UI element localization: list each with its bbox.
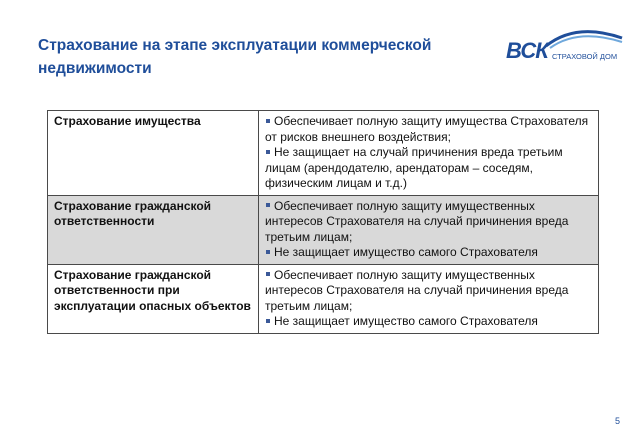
bullet-text: Не защищает на случай причинения вреда третьим лицам (арендодателю, арендаторам – соседям, физическим лицам и т.д.) — [265, 145, 563, 190]
bullet-item — [265, 314, 592, 330]
bullet-text: Не защищает имущество самого Страхователя — [274, 245, 538, 259]
insurance-type-label: Страхование гражданской ответственности при эксплуатации опасных объектов — [48, 264, 259, 333]
square-bullet-icon — [266, 150, 270, 154]
insurance-description — [259, 195, 599, 264]
insurance-description — [259, 111, 599, 196]
bullet-text: Обеспечивает полную защиту имущественных интересов Страхователя на случай причинения вреда третьим лицам; — [265, 198, 569, 244]
bullet-item — [265, 245, 592, 261]
page-number: 5 — [615, 416, 621, 426]
logo-text: ВСК — [506, 38, 548, 63]
square-bullet-icon — [266, 272, 270, 276]
vsk-logo — [506, 24, 624, 72]
bullet-text: Не защищает имущество самого Страхователя — [274, 314, 538, 328]
comparison-table — [47, 110, 599, 334]
square-bullet-icon — [266, 119, 270, 123]
bullet-item — [265, 145, 592, 192]
insurance-type-label: Страхование гражданской ответственности — [48, 195, 259, 264]
insurance-description — [259, 264, 599, 333]
bullet-text: Обеспечивает полную защиту имущественных интересов Страхователя на случай причинения вреда третьим лицам; — [265, 267, 569, 313]
bullet-text: Обеспечивает полную защиту имущества Страхователя от рисков внешнего воздействия; — [265, 114, 589, 144]
square-bullet-icon — [266, 203, 270, 207]
table-row — [48, 195, 599, 264]
table-row — [48, 264, 599, 333]
table-row — [48, 111, 599, 196]
bullet-item — [265, 268, 592, 315]
slide-title: Страхование на этапе эксплуатации коммерческой недвижимости — [38, 37, 432, 77]
bullet-item — [265, 114, 592, 145]
logo-subtitle: СТРАХОВОЙ ДОМ — [552, 52, 618, 61]
square-bullet-icon — [266, 319, 270, 323]
insurance-type-label: Страхование имущества — [48, 111, 259, 196]
bullet-item — [265, 199, 592, 246]
square-bullet-icon — [266, 250, 270, 254]
